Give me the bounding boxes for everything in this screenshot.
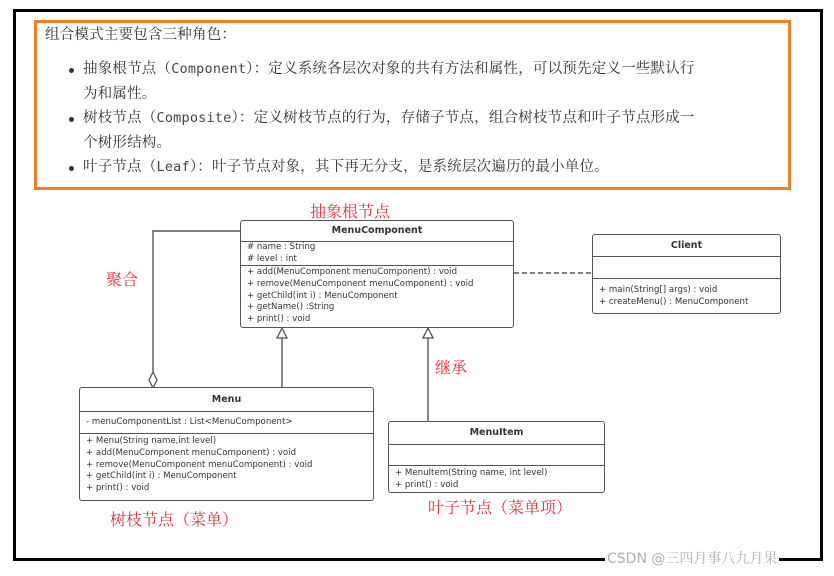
paren: ） <box>189 159 198 175</box>
paren: （ <box>141 110 157 126</box>
class-name: Client <box>593 235 780 257</box>
inheritance-arrow-icon <box>423 328 433 338</box>
paren: （ <box>156 61 172 77</box>
class-attributes <box>389 445 604 466</box>
class-name: MenuItem <box>389 422 604 445</box>
intro-title: 组合模式主要包含三种角色： <box>45 27 237 43</box>
annotation-composite: 树枝节点（菜单） <box>110 510 239 529</box>
method: + remove(MenuComponent menuComponent) : void <box>86 459 313 470</box>
role-desc-cont: 个树形结构。 <box>83 134 172 151</box>
annotation-leaf: 叶子节点（菜单项） <box>428 498 573 517</box>
role-desc-cont: 为和属性。 <box>83 85 157 102</box>
class-menu-item <box>388 421 605 493</box>
role-desc: ：叶子节点对象，其下再无分支，是系统层次遍历的最小单位。 <box>197 159 609 175</box>
class-menu <box>79 387 374 501</box>
role-code: Component <box>171 61 247 77</box>
aggregation-diamond-icon <box>149 372 157 388</box>
class-attributes <box>241 242 513 266</box>
method: + print() : void <box>395 479 459 490</box>
attribute: # level : int <box>247 253 297 264</box>
method: + createMenu() : MenuComponent <box>599 296 749 307</box>
attribute: # name : String <box>247 242 316 252</box>
role-desc: ：定义系统各层次对象的共有方法和属性，可以预先定义一些默认行 <box>253 61 695 77</box>
class-methods <box>241 266 513 326</box>
role-name: 树枝节点 <box>83 110 142 126</box>
class-methods <box>389 466 604 492</box>
class-client <box>592 234 781 314</box>
class-methods <box>593 279 780 309</box>
class-name: Menu <box>80 388 373 412</box>
method: + print() : void <box>247 314 311 325</box>
method: + print() : void <box>86 483 150 494</box>
annotation-aggregation: 聚合 <box>106 270 139 289</box>
method: + Menu(String name,int level) <box>86 436 217 446</box>
class-attributes <box>80 412 373 434</box>
method: + add(MenuComponent menuComponent) : void <box>247 267 458 277</box>
class-name: MenuComponent <box>241 221 513 242</box>
method: + getChild(int i) : MenuComponent <box>247 290 398 301</box>
method: + remove(MenuComponent menuComponent) : void <box>247 278 474 289</box>
role-code: Leaf <box>156 159 190 175</box>
class-menu-component <box>240 220 514 328</box>
method: + getChild(int i) : MenuComponent <box>86 471 237 482</box>
watermark: CSDN @三四月事八九月果 <box>605 548 779 568</box>
method: + getName() :String <box>247 302 335 313</box>
class-attributes <box>593 257 780 279</box>
role-name: 抽象根节点 <box>83 61 157 77</box>
inheritance-arrow-icon <box>277 328 287 338</box>
annotation-inheritance: 继承 <box>435 358 468 377</box>
aggregation-line <box>153 231 240 374</box>
method: + MenuItem(String name, int level) <box>395 468 548 478</box>
attribute: - menuComponentList : List<MenuComponent> <box>86 417 293 427</box>
paren: （ <box>141 159 157 175</box>
method: + add(MenuComponent menuComponent) : void <box>86 447 297 458</box>
annotation-abstract-root: 抽象根节点 <box>310 202 391 221</box>
role-name: 叶子节点 <box>83 159 142 175</box>
role-desc: ：定义树枝节点的行为，存储子节点，组合树枝节点和叶子节点形成一 <box>238 110 695 126</box>
class-methods <box>80 434 373 495</box>
role-code: Composite <box>156 110 232 126</box>
paren: ） <box>231 110 239 126</box>
method: + main(String[] args) : void <box>599 285 718 295</box>
paren: ） <box>246 61 254 77</box>
